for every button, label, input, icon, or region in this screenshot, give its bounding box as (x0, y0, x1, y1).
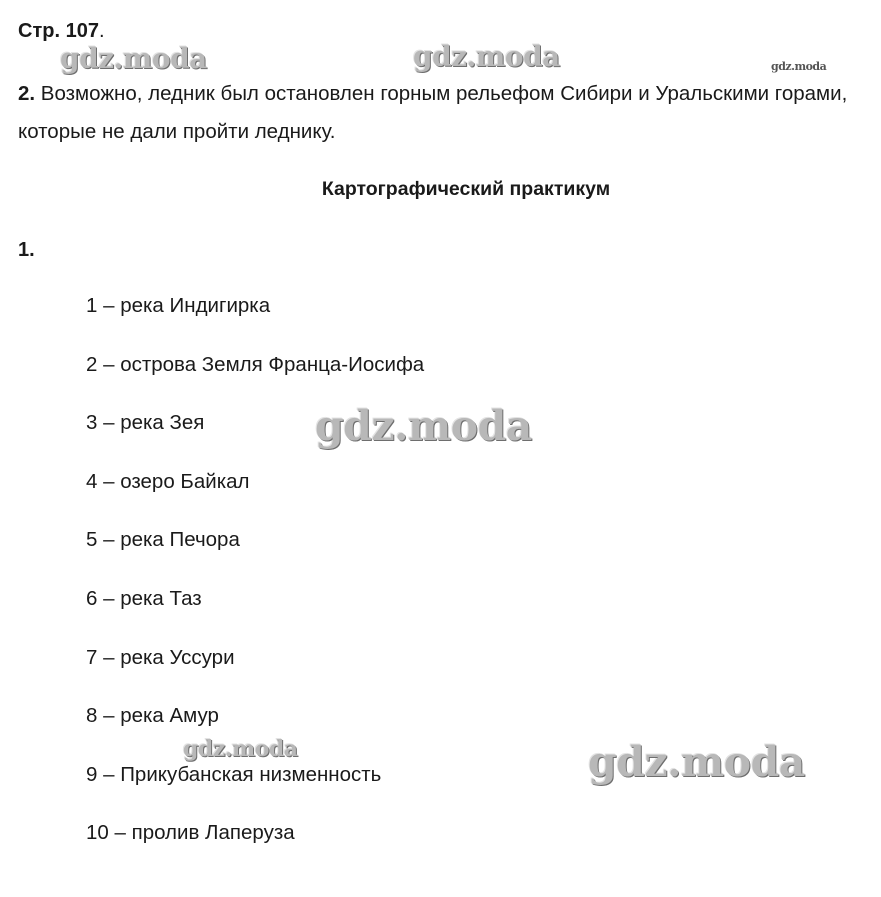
answer-2-text: Возможно, ледник был остановлен горным рельефом Сибири и Уральскими горами, которые не дали пройти леднику. (18, 82, 848, 143)
answer-2-number: 2. (18, 82, 36, 105)
list-item: 9 – Прикубанская низменность (86, 762, 382, 786)
watermark: gdz.moda (413, 40, 560, 73)
list-item: 8 – река Амур (86, 704, 219, 728)
task-1-answer-list (86, 293, 424, 879)
list-item: 1 – река Индигирка (86, 294, 271, 317)
watermark: gdz.moda (771, 60, 827, 73)
page-number: Стр. 107 (18, 20, 99, 42)
section-title: Картографический практикум (321, 178, 611, 200)
list-item: 4 – озеро Байкал (86, 469, 250, 493)
page-number-suffix: . (98, 20, 105, 42)
list-item: 10 – пролив Лаперуза (86, 821, 295, 845)
list-item: 2 – острова Земля Франца-Иосифа (86, 352, 425, 376)
watermark: gdz.moda (183, 736, 298, 762)
watermark: gdz.moda (315, 402, 532, 450)
list-item: 3 – река Зея (86, 411, 205, 435)
list-item: 7 – река Уссури (86, 645, 235, 669)
list-item: 6 – река Таз (86, 586, 202, 610)
watermark: gdz.moda (60, 42, 207, 75)
page-reference (18, 18, 105, 44)
task-1-number: 1. (18, 239, 35, 261)
answer-2-paragraph (18, 75, 868, 151)
list-item: 5 – река Печора (86, 528, 240, 552)
watermark: gdz.moda (588, 738, 805, 786)
